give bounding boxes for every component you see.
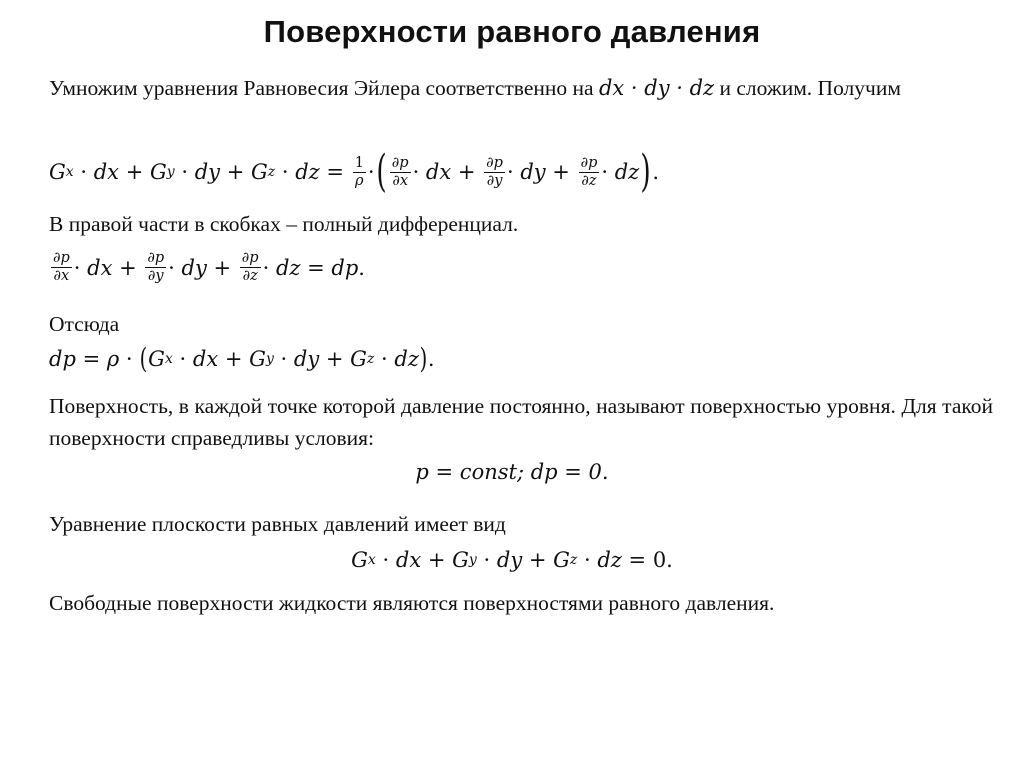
intro-text-a: Умножим уравнения Равновесия Эйлера соответственно на — [49, 76, 594, 100]
intro-paragraph — [49, 72, 993, 104]
total-differential-equation: $\frac{\partial p}{\partial x}$ · dx + $\frac{\partial p}{\partial y}$ · dy + $\frac{\partial p}{\partial z}$ · dz = dp . — [53, 250, 365, 284]
hence-label: Отсюда — [49, 312, 120, 336]
equal-pressure-plane-equation: G x · dx + G y · dy + G z · dz = 0. — [351, 548, 673, 572]
pressure-differential-equation: dp = ρ · ( G x · dx + G y · dy + G z · dz ) . — [49, 342, 435, 375]
euler-sum-equation: G x · dx + G y · dy + G z · dz = $\frac{1}{\rho}$ · ( $\frac{\partial p}{\partial x}$ · dx + $\frac{\partial p}{\partial y}$ · dy + $\frac{\partial p}{\partial z}$ · dz ) . — [49, 146, 660, 197]
intro-math: dx · dy · dz — [598, 76, 715, 100]
level-surface-paragraph: Поверхность, в каждой точке которой давление постоянно, называют поверхностью уровня. Для такой поверхности справедливы условия: — [49, 394, 993, 450]
page-title: Поверхности равного давления — [263, 14, 761, 49]
free-surface-conclusion: Свободные поверхности жидкости являются поверхностями равного давления. — [49, 591, 775, 615]
intro-text-b: и сложим. Получим — [719, 76, 901, 100]
plane-equation-intro: Уравнение плоскости равных давлений имеет вид — [49, 512, 506, 536]
constant-pressure-condition: p = const; dp = 0. — [415, 460, 609, 484]
differential-note: В правой части в скобках – полный дифференциал. — [49, 212, 519, 236]
